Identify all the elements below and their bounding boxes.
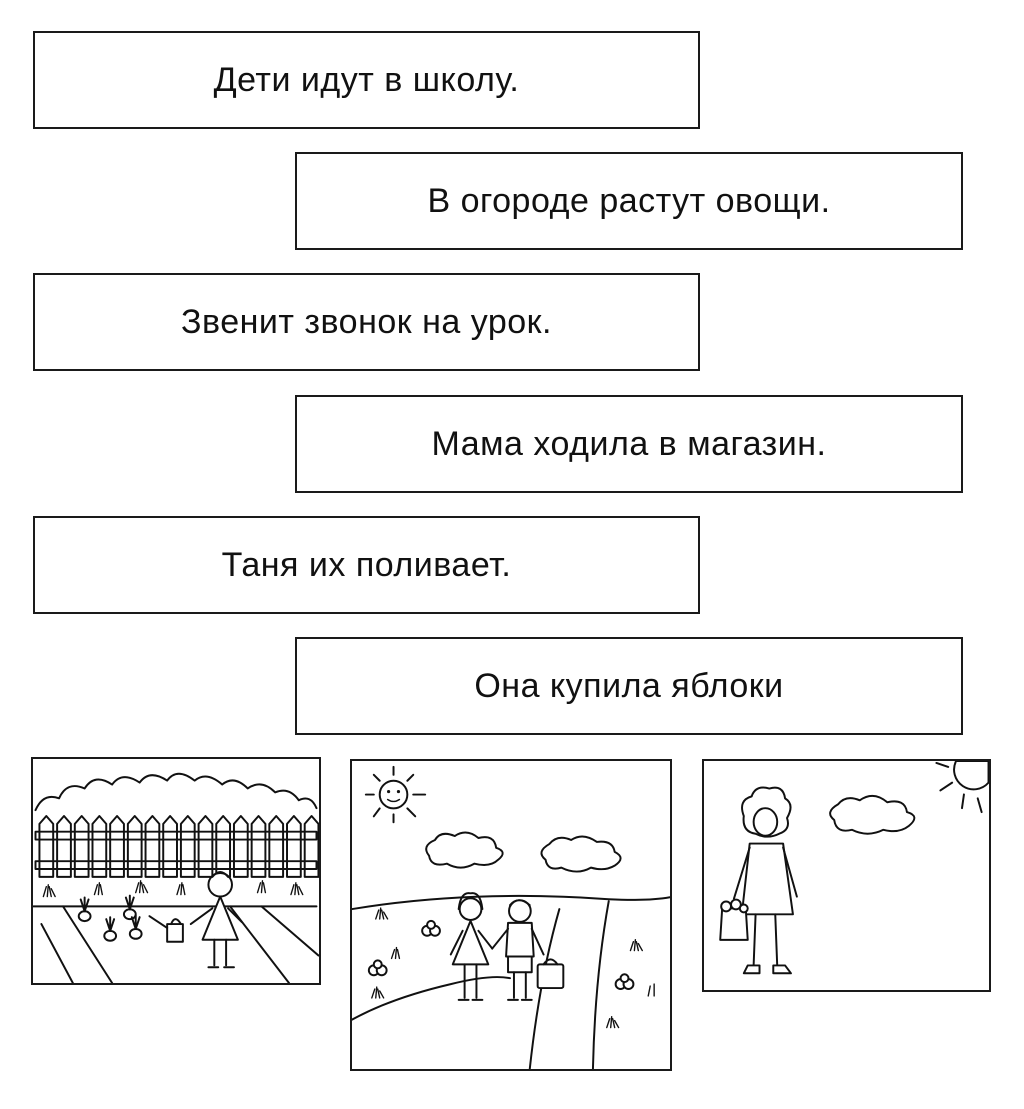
mother-illustration xyxy=(704,761,989,990)
school-illustration xyxy=(352,761,670,1069)
sentence-text-2: В огороде растут овощи. xyxy=(427,181,831,220)
sentence-text-4: Мама ходила в магазин. xyxy=(431,424,827,463)
sentence-text-1: Дети идут в школу. xyxy=(213,60,520,99)
school-picture[interactable] xyxy=(350,759,672,1071)
sentence-text-3: Звенит звонок на урок. xyxy=(181,302,552,341)
garden-picture[interactable] xyxy=(31,757,321,985)
sentence-text-6: Она купила яблоки xyxy=(474,666,784,705)
sentence-card-2[interactable] xyxy=(295,152,963,250)
sentence-card-6[interactable] xyxy=(295,637,963,735)
sentence-card-3[interactable] xyxy=(33,273,700,371)
sentence-card-5[interactable] xyxy=(33,516,700,614)
sentence-card-1[interactable] xyxy=(33,31,700,129)
mother-picture[interactable] xyxy=(702,759,991,992)
sentence-text-5: Таня их поливает. xyxy=(221,545,512,584)
garden-illustration xyxy=(33,759,319,983)
sentence-card-4[interactable] xyxy=(295,395,963,493)
